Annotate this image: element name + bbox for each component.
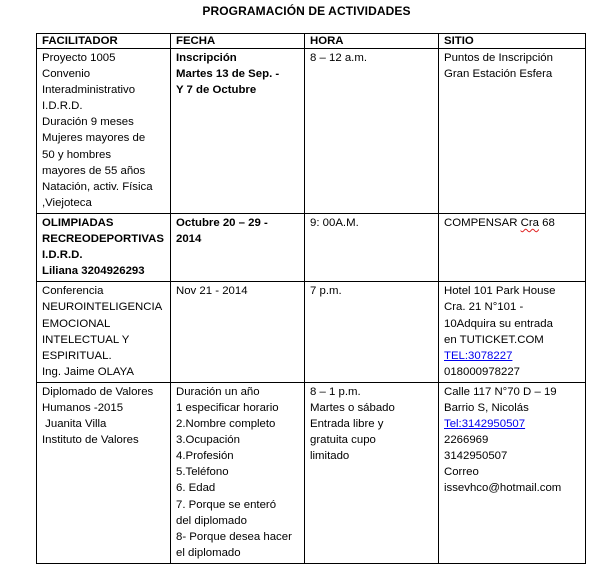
cell-line: 2266969: [444, 434, 489, 447]
cell-line: 10Adquira su entrada: [444, 317, 553, 330]
cell-line: 1 especificar horario: [176, 401, 279, 414]
cell-line: mayores de 55 años: [42, 164, 146, 177]
activities-table: [36, 33, 586, 564]
facilitador-cell: [37, 49, 171, 214]
cell-line: Ing. Jaime OLAYA: [42, 365, 135, 378]
cell-line: Y 7 de Octubre: [176, 84, 257, 97]
cell-line: Mujeres mayores de: [42, 132, 146, 145]
cell-line: I.D.R.D.: [42, 100, 83, 113]
cell-line: 4.Profesión: [176, 450, 234, 463]
cell-line: [444, 215, 581, 231]
sitio-prefix: COMPENSAR: [444, 216, 521, 229]
cell-line: Juanita Villa: [42, 418, 107, 431]
facilitador-cell: [37, 382, 171, 563]
cell-line: 8 – 12 a.m.: [310, 52, 367, 64]
header-facilitador: FACILITADOR: [37, 34, 171, 49]
cell-line: Diplomado de Valores: [42, 385, 154, 398]
fecha-cell: [171, 382, 305, 563]
cell-line: 7. Porque se enteró: [176, 498, 277, 511]
header-hora: HORA: [305, 34, 439, 49]
sitio-cell: [439, 213, 586, 281]
cell-line: 2.Nombre completo: [176, 418, 276, 431]
cell-line: 3.Ocupación: [176, 434, 240, 447]
cell-line: Gran Estación Esfera: [444, 68, 553, 81]
cell-line: en TUTICKET.COM: [444, 333, 544, 346]
phone-link[interactable]: TEL:3078227: [444, 349, 513, 362]
cell-line: 6. Edad: [176, 482, 216, 495]
cell-line: gratuita cupo: [310, 434, 376, 447]
cell-line: Entrada libre y: [310, 418, 384, 431]
cell-line: RECREODEPORTIVAS: [42, 233, 164, 246]
cell-line: Correo: [444, 466, 479, 479]
cell-line: 8 – 1 p.m.: [310, 385, 361, 398]
table-row: [37, 282, 586, 383]
cell-line: [444, 416, 581, 432]
cell-line: 50 y hombres: [42, 148, 112, 161]
cell-line: Nov 21 - 2014: [176, 285, 248, 298]
cell-line: Puntos de Inscripción: [444, 52, 553, 64]
cell-line: 8- Porque desea hacer: [176, 530, 292, 543]
hora-cell: [305, 49, 439, 214]
cell-line: ,Viejoteca: [42, 196, 92, 209]
cell-line: Convenio: [42, 68, 91, 81]
cell-line: OLIMPIADAS: [42, 216, 114, 229]
cell-line: 018000978227: [444, 365, 521, 378]
cell-line: 3142950507: [444, 450, 508, 463]
sitio-cell: [439, 382, 586, 563]
cell-line: Humanos -2015: [42, 401, 124, 414]
cell-line: Natación, activ. Física: [42, 180, 153, 193]
spellcheck-word: Cra: [520, 216, 539, 229]
page-title: PROGRAMACIÓN DE ACTIVIDADES: [202, 4, 411, 18]
facilitador-cell: [37, 282, 171, 383]
cell-line: Interadministrativo: [42, 84, 136, 97]
cell-line: Proyecto 1005: [42, 52, 116, 64]
cell-line: EMOCIONAL: [42, 317, 111, 330]
cell-line: Octubre 20 – 29 -: [176, 216, 268, 229]
facilitador-cell: [37, 213, 171, 281]
cell-line: I.D.R.D.: [42, 249, 83, 262]
sitio-cell: [439, 49, 586, 214]
phone-link[interactable]: Tel:3142950507: [444, 418, 526, 431]
header-fecha: FECHA: [171, 34, 305, 49]
cell-line: 9: 00A.M.: [310, 216, 359, 229]
cell-line: Duración un año: [176, 385, 260, 398]
hora-cell: [305, 382, 439, 563]
cell-line: INTELECTUAL Y: [42, 333, 130, 346]
cell-line: Martes o sábado: [310, 401, 395, 414]
cell-line: 7 p.m.: [310, 285, 342, 298]
table-header-row: [37, 34, 586, 49]
sitio-cell: [439, 282, 586, 383]
cell-line: Calle 117 N°70 D – 19: [444, 385, 557, 398]
table-row: [37, 49, 586, 214]
fecha-cell: [171, 213, 305, 281]
cell-line: el diplomado: [176, 546, 241, 559]
cell-line: ESPIRITUAL.: [42, 349, 112, 362]
cell-line: Barrio S, Nicolás: [444, 401, 529, 414]
cell-line: 2014: [176, 233, 202, 246]
table-row: [37, 382, 586, 563]
cell-line: 5.Teléfono: [176, 466, 229, 479]
table-row: [37, 213, 586, 281]
cell-line: Cra. 21 N°101 -: [444, 301, 524, 314]
cell-line: del diplomado: [176, 514, 247, 527]
cell-line: [444, 348, 581, 364]
fecha-cell: [171, 282, 305, 383]
hora-cell: [305, 282, 439, 383]
cell-line: Inscripción: [176, 52, 237, 64]
cell-line: Instituto de Valores: [42, 434, 139, 447]
cell-line: Duración 9 meses: [42, 116, 134, 129]
cell-line: issevhco@hotmail.com: [444, 482, 562, 495]
sitio-suffix: 68: [538, 216, 555, 229]
header-sitio: SITIO: [439, 34, 586, 49]
fecha-cell: [171, 49, 305, 214]
cell-line: NEUROINTELIGENCIA: [42, 301, 163, 314]
cell-line: Hotel 101 Park House: [444, 285, 556, 298]
cell-line: limitado: [310, 450, 350, 463]
cell-line: Martes 13 de Sep. -: [176, 68, 280, 81]
cell-line: Liliana 3204926293: [42, 265, 145, 278]
cell-line: Conferencia: [42, 285, 104, 298]
hora-cell: [305, 213, 439, 281]
